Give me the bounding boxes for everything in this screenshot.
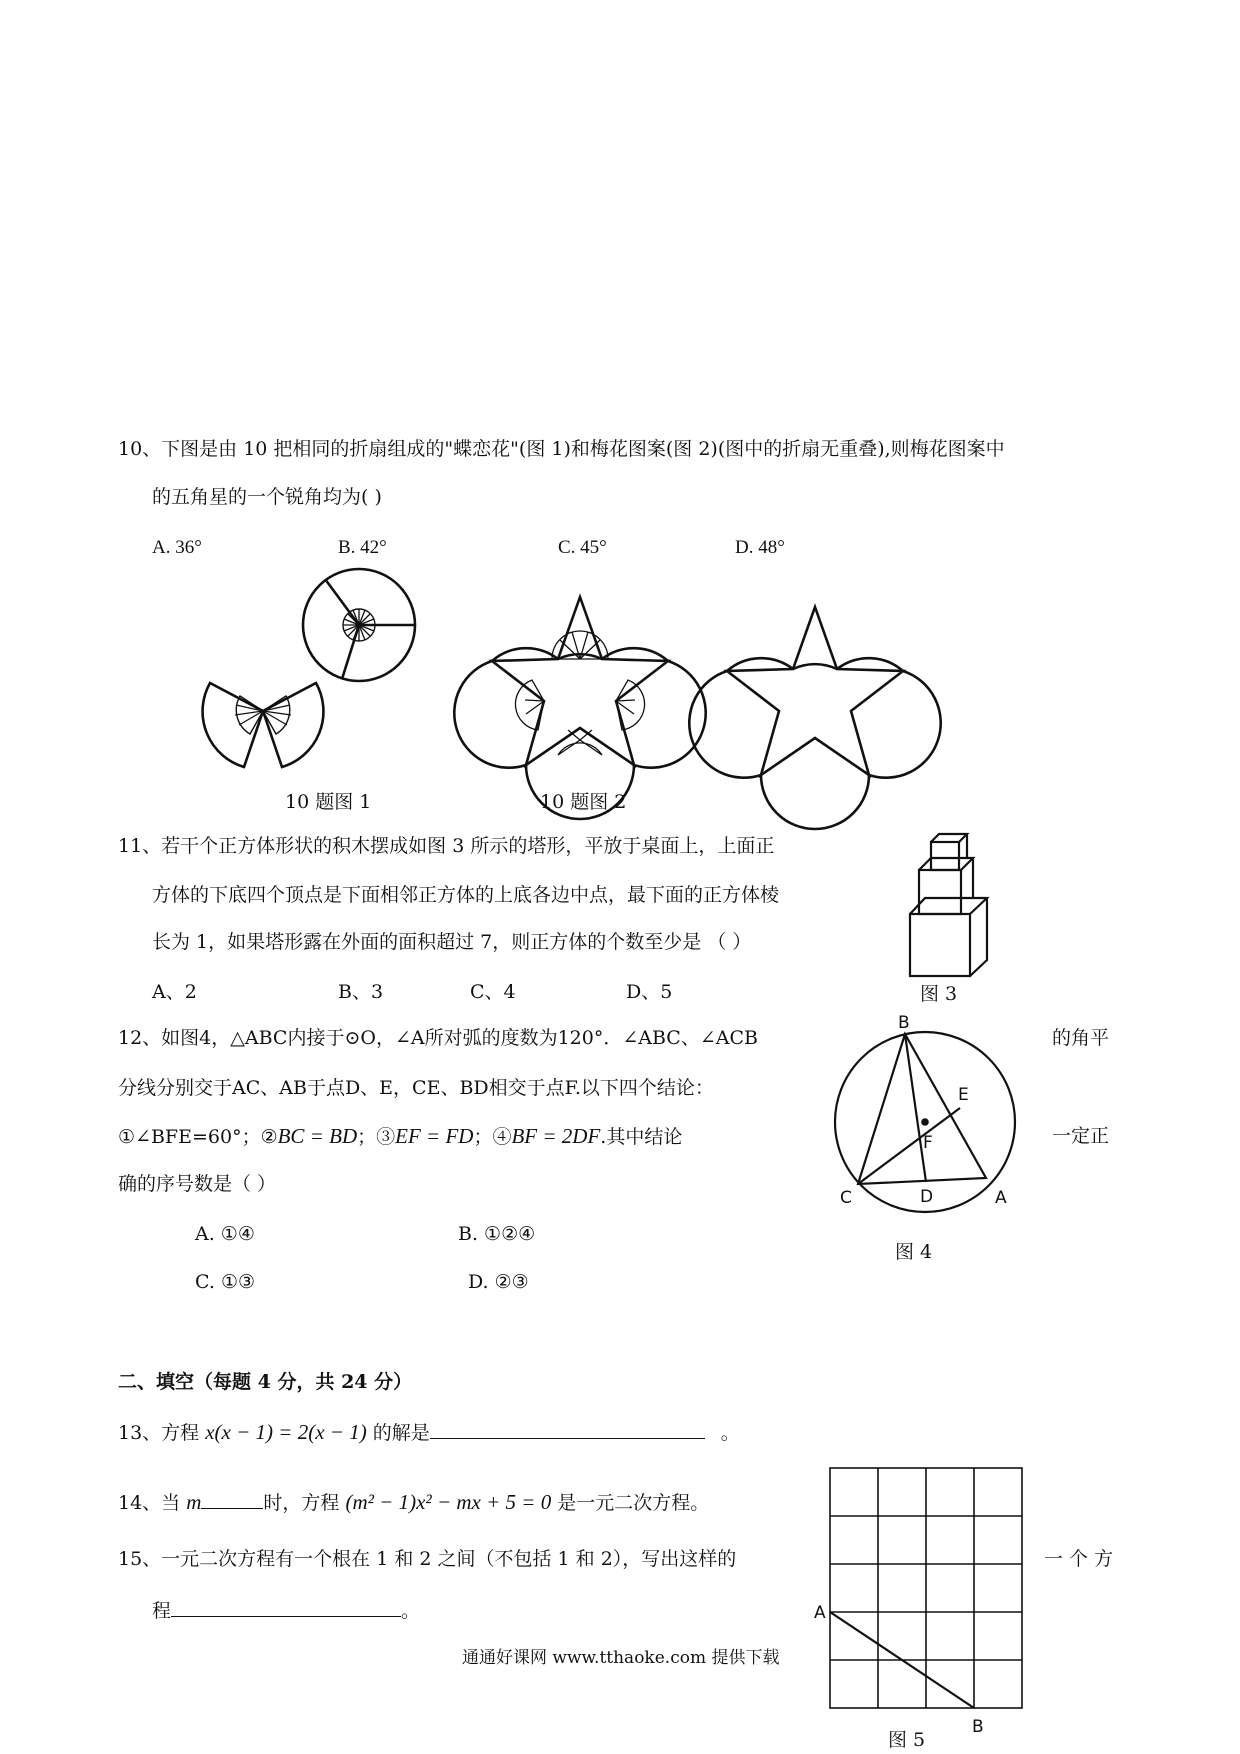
q13-equation: x(x − 1) = 2(x − 1) — [205, 1420, 367, 1444]
q12-figure-4 — [820, 1010, 1030, 1210]
fig4-label-f: F — [923, 1133, 933, 1153]
q13-prefix: 13、方程 — [118, 1422, 200, 1444]
q12-line3-end: 一定正 — [1052, 1125, 1110, 1147]
q12-line3-c: ；④ — [473, 1126, 512, 1148]
q10-option-d: D. 48° — [735, 537, 785, 558]
q12-option-d: D. ②③ — [468, 1271, 529, 1293]
q11-figure-3-caption: 图 3 — [920, 983, 958, 1005]
q12-line3 — [118, 1124, 682, 1149]
q11-line1: 11、若干个正方体形状的积木摆成如图 3 所示的塔形，平放于桌面上，上面正 — [118, 835, 775, 857]
q13-answer-blank[interactable] — [430, 1420, 705, 1439]
fig4-label-b: B — [898, 1013, 910, 1033]
q15-line2-suffix: 。 — [401, 1600, 421, 1622]
q12-line3-d: .其中结论 — [600, 1126, 683, 1148]
q10-figure-2 — [480, 590, 680, 790]
q11-option-c: C、4 — [470, 981, 516, 1003]
q14-var: m — [186, 1490, 202, 1514]
q14-equation: (m² − 1)x² − mx + 5 = 0 — [345, 1490, 552, 1514]
q10-line2: 的五角星的一个锐角均为( ) — [152, 486, 382, 508]
fig5-label-a: A — [814, 1603, 826, 1623]
q12-line4: 确的序号数是（ ） — [118, 1173, 277, 1195]
q10-option-c: C. 45° — [558, 537, 607, 558]
q14-prefix: 14、当 — [118, 1492, 181, 1514]
q14-mid: 时，方程 — [263, 1492, 340, 1514]
fig4-label-e: E — [958, 1085, 969, 1105]
fig4-label-d: D — [920, 1187, 934, 1207]
q10-figure-star — [715, 600, 915, 800]
q12-math-2: EF = FD — [395, 1124, 474, 1148]
q11-option-a: A、2 — [152, 981, 197, 1003]
q15-line2 — [152, 1598, 420, 1623]
section-2-title: 二、填空（每题 4 分，共 24 分） — [118, 1371, 413, 1393]
q12-option-c: C. ①③ — [195, 1271, 256, 1293]
q12-option-a: A. ①④ — [195, 1223, 255, 1245]
q15-figure-5 — [812, 1460, 1032, 1750]
q12-line3-a: ①∠BFE=60°；② — [118, 1126, 278, 1148]
q12-line3-b: ；③ — [357, 1126, 396, 1148]
q15-answer-blank[interactable] — [171, 1598, 401, 1617]
q15-line1: 15、一元二次方程有一个根在 1 和 2 之间（不包括 1 和 2），写出这样的 — [118, 1548, 737, 1570]
circle-center-dot — [921, 1118, 929, 1126]
q13-mid: 的解是 — [372, 1422, 430, 1444]
q12-math-1: BC = BD — [277, 1124, 358, 1148]
fig4-label-c: C — [840, 1188, 852, 1208]
q12-option-b: B. ①②④ — [458, 1223, 536, 1245]
q10-figure-1-caption: 10 题图 1 — [285, 791, 372, 813]
q10-figure-2-caption: 10 题图 2 — [540, 791, 627, 813]
q15-figure-5-caption: 图 5 — [888, 1729, 926, 1751]
fig4-label-a: A — [995, 1188, 1007, 1208]
q10-figure-1 — [200, 565, 440, 805]
q15-line2-prefix: 程 — [152, 1600, 172, 1622]
q13-suffix: 。 — [720, 1422, 740, 1444]
q12-line2: 分线分别交于AC、AB于点D、E，CE、BD相交于点F.以下四个结论： — [118, 1077, 714, 1099]
q12-math-3: BF = 2DF — [511, 1124, 601, 1148]
q11-option-d: D、5 — [626, 981, 673, 1003]
q11-option-b: B、3 — [338, 981, 384, 1003]
fig5-label-b: B — [972, 1717, 984, 1737]
page-footer: 通通好课网 www.tthaoke.com 提供下载 — [462, 1648, 780, 1668]
q15-line1-end: 一 个 方 — [1044, 1548, 1114, 1570]
q14-line — [118, 1490, 709, 1515]
q10-option-a: A. 36° — [152, 537, 202, 558]
q13-line — [118, 1420, 740, 1445]
q10-line1: 10、下图是由 10 把相同的折扇组成的"蝶恋花"(图 1)和梅花图案(图 2)(图中的折扇无重叠),则梅花图案中 — [118, 438, 1005, 460]
q14-suffix: 是一元二次方程。 — [557, 1492, 710, 1514]
q12-line1-end: 的角平 — [1052, 1027, 1110, 1049]
q12-line1: 12、如图4，△ABC内接于⊙O，∠A所对弧的度数为120°．∠ABC、∠ACB — [118, 1027, 758, 1049]
q11-line3: 长为 1，如果塔形露在外面的面积超过 7，则正方体的个数至少是 （ ） — [152, 931, 752, 953]
q11-figure-3 — [905, 832, 1005, 982]
q14-answer-blank[interactable] — [201, 1490, 263, 1509]
q10-option-b: B. 42° — [338, 537, 387, 558]
q12-figure-4-caption: 图 4 — [895, 1241, 933, 1263]
q11-line2: 方体的下底四个顶点是下面相邻正方体的上底各边中点，最下面的正方体棱 — [152, 884, 780, 906]
